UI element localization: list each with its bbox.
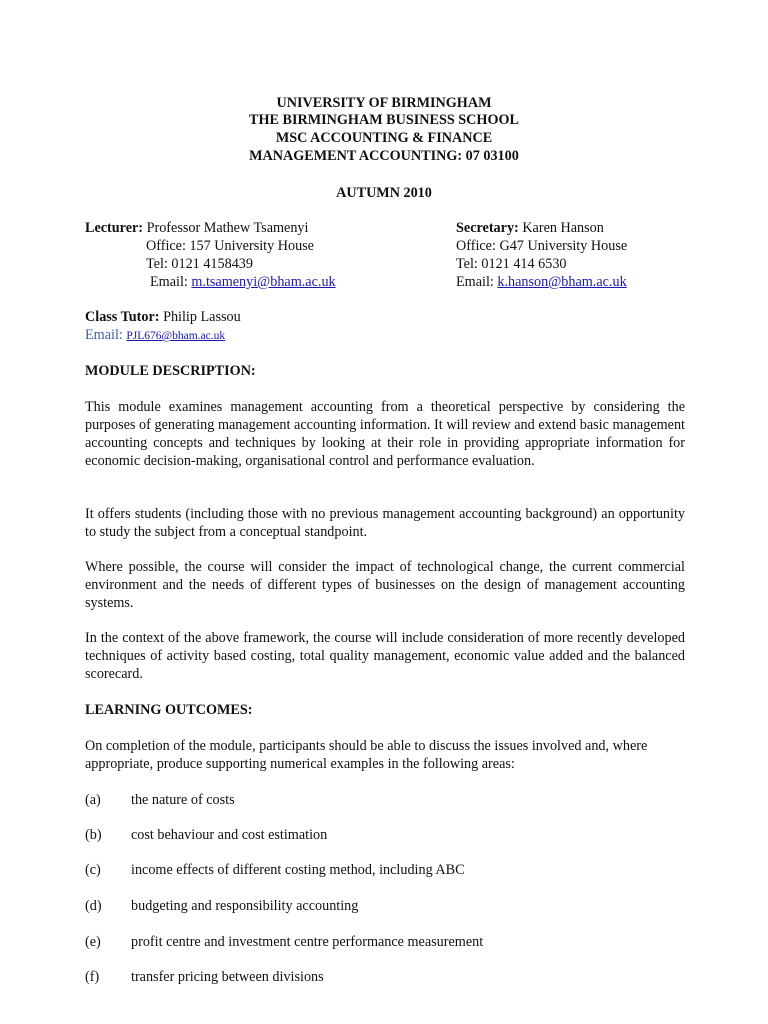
outcome-text: cost behaviour and cost estimation xyxy=(131,827,328,843)
outcome-text: transfer pricing between divisions xyxy=(131,969,324,985)
tutor-email-link[interactable]: PJL676@bham.ac.uk xyxy=(126,330,226,342)
secretary-office: Office: G47 University House xyxy=(456,238,628,254)
secretary-label: Secretary: xyxy=(456,220,519,236)
tutor-email-label: Email: xyxy=(85,327,123,343)
school-title: THE BIRMINGHAM BUSINESS SCHOOL xyxy=(248,112,519,128)
lecturer-name: Professor Mathew Tsamenyi xyxy=(146,220,309,236)
secretary-email-line xyxy=(456,273,627,291)
outcome-text: budgeting and responsibility accounting xyxy=(131,898,359,914)
university-title: UNIVERSITY OF BIRMINGHAM xyxy=(276,95,492,111)
outcome-letter: (c) xyxy=(85,862,101,878)
lecturer-label: Lecturer: xyxy=(85,220,144,236)
outcome-letter: (f) xyxy=(85,969,100,985)
tutor-email-line xyxy=(85,326,225,345)
outcome-text: the nature of costs xyxy=(131,792,235,808)
module-description-paragraph-4: In the context of the above framework, the course will include consideration of more recently developed techniques of activity based costing, total quality management, economic value added and the balanced scorecard. xyxy=(85,630,685,682)
learning-outcomes-intro: On completion of the module, participants should be able to discuss the issues involved and, where appropriate, produce supporting numerical examples in the following areas: xyxy=(85,738,648,772)
outcome-text: profit centre and investment centre performance measurement xyxy=(131,934,484,950)
term-title: AUTUMN 2010 xyxy=(336,185,432,201)
lecturer-tel: Tel: 0121 4158439 xyxy=(146,256,253,272)
module-description-heading: MODULE DESCRIPTION: xyxy=(85,363,256,379)
module-title: MANAGEMENT ACCOUNTING: 07 03100 xyxy=(249,148,519,164)
secretary-name: Karen Hanson xyxy=(522,220,604,236)
secretary-email-label: Email: xyxy=(456,274,494,290)
module-description-paragraph-3: Where possible, the course will consider the impact of technological change, the current commercial environment and the needs of different types of businesses on the design of management accounting systems. xyxy=(85,559,685,611)
secretary-tel: Tel: 0121 414 6530 xyxy=(456,256,567,272)
lecturer-email-line xyxy=(150,273,336,291)
learning-outcomes-heading: LEARNING OUTCOMES: xyxy=(85,702,253,718)
tutor-label: Class Tutor: xyxy=(85,309,160,325)
lecturer-email-label: Email: xyxy=(150,274,188,290)
outcome-letter: (b) xyxy=(85,827,102,843)
module-description-paragraph-2: It offers students (including those with no previous management accounting background) an opportunity to study the subject from a conceptual standpoint. xyxy=(85,506,685,540)
secretary-email-link[interactable]: k.hanson@bham.ac.uk xyxy=(497,274,627,290)
secretary-line xyxy=(456,219,604,237)
programme-title: MSC ACCOUNTING & FINANCE xyxy=(275,130,493,146)
outcome-letter: (d) xyxy=(85,898,102,914)
outcome-text: income effects of different costing method, including ABC xyxy=(131,862,465,878)
outcome-letter: (a) xyxy=(85,792,101,808)
tutor-line xyxy=(85,308,241,326)
lecturer-line xyxy=(85,219,308,237)
module-description-paragraph-1: This module examines management accounting from a theoretical perspective by considering the purposes of generating management accounting information. It will review and extend basic management accounting concepts and techniques by looking at their role in providing appropriate information for economic decision-making, organisational control and performance evaluation. xyxy=(85,399,685,469)
lecturer-office: Office: 157 University House xyxy=(146,238,314,254)
tutor-name: Philip Lassou xyxy=(163,309,241,325)
lecturer-email-link[interactable]: m.tsamenyi@bham.ac.uk xyxy=(191,274,336,290)
outcome-letter: (e) xyxy=(85,934,101,950)
